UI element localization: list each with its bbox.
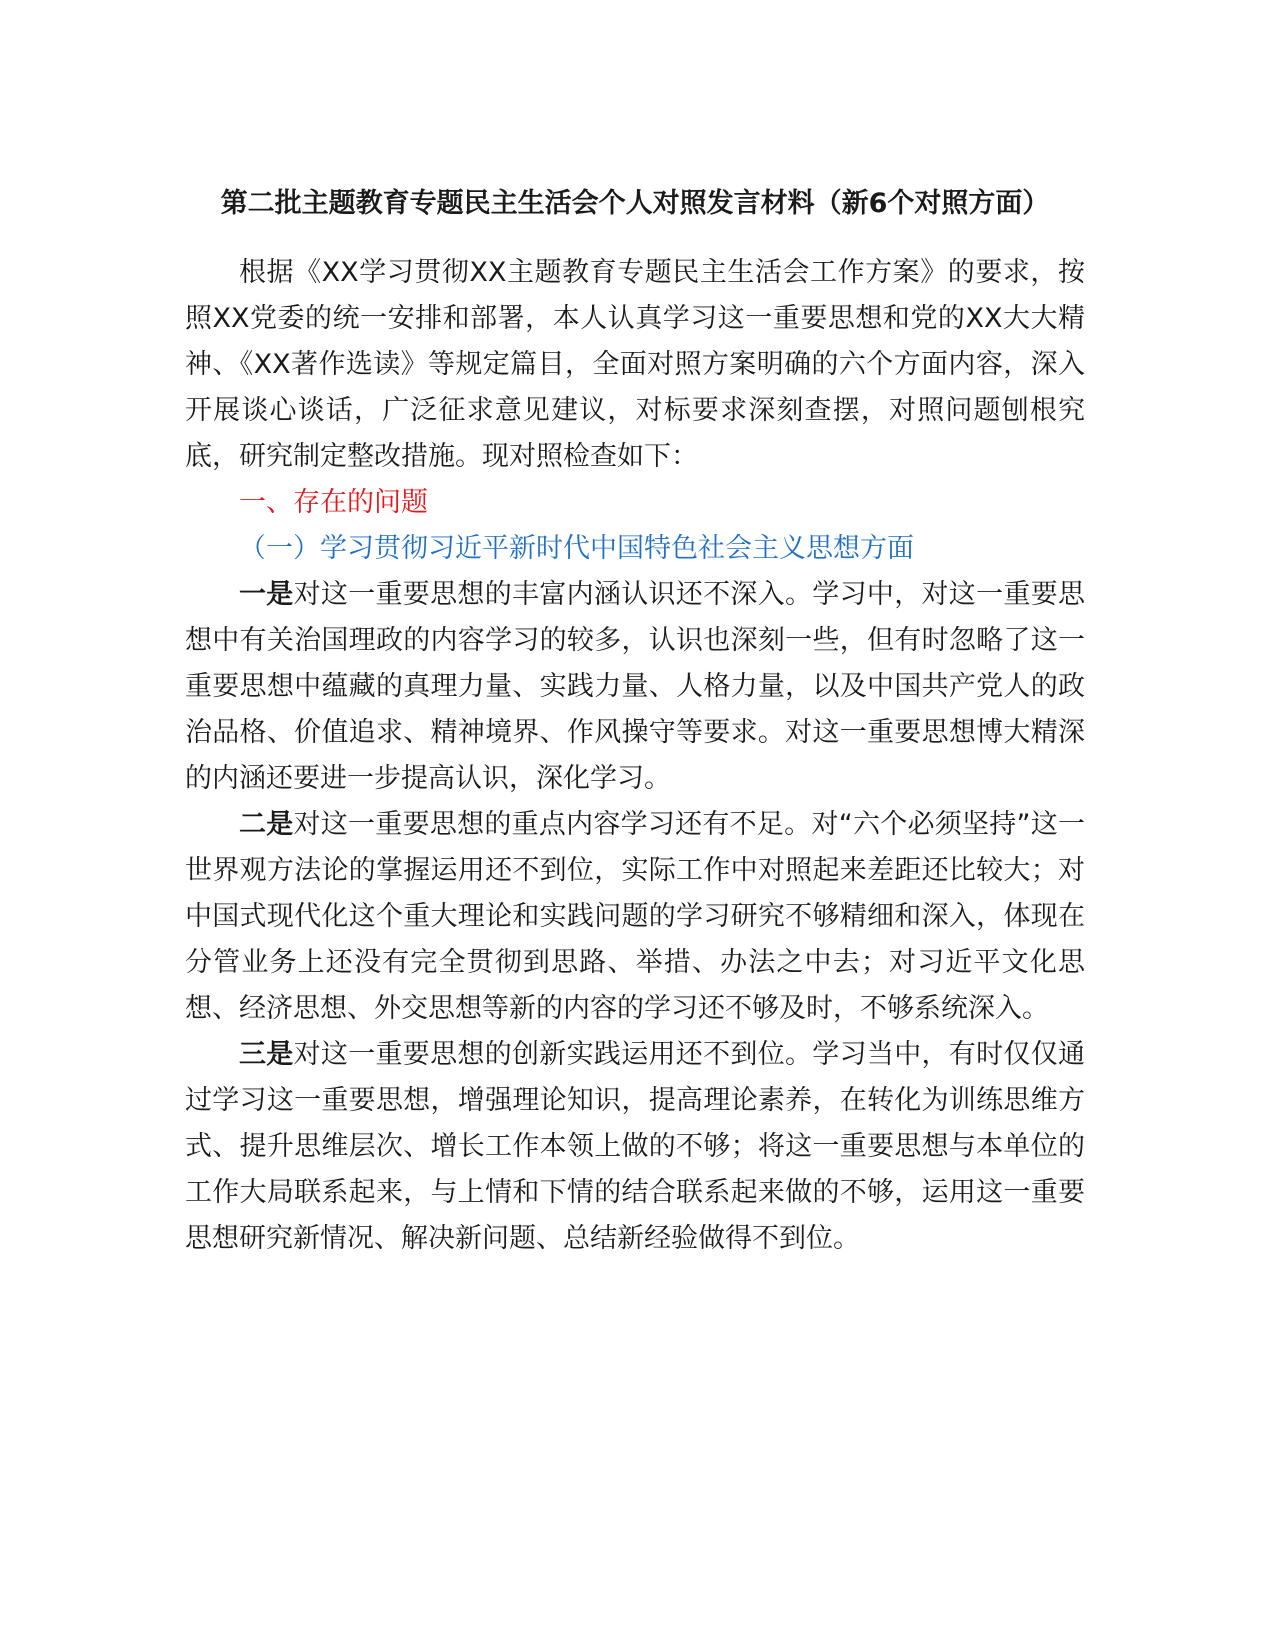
point-text-3: 对这一重要思想的创新实践运用还不到位。学习当中，有时仅仅通过学习这一重要思想，增强理论知识，提高理论素养，在转化为训练思维方式、提升思维层次、增长工作本领上做的不够；将这一重要思想与本单位的工作大局联系起来，与上情和下情的结合联系起来做的不够，运用这一重要思想研究新情况、解决新问题、总结新经验做得不到位。 <box>185 1039 1086 1254</box>
point-text-2: 对这一重要思想的重点内容学习还有不足。对“六个必须坚持”这一世界观方法论的掌握运用还不到位，实际工作中对照起来差距还比较大；对中国式现代化这个重大理论和实践问题的学习研究不够精细和深入，体现在分管业务上还没有完全贯彻到思路、举措、办法之中去；对习近平文化思想、经济思想、外交思想等新的内容的学习还不够及时，不够系统深入。 <box>185 809 1086 1024</box>
subsection-heading-study: （一）学习贯彻习近平新时代中国特色社会主义思想方面 <box>239 533 914 564</box>
section-heading-problems: 一、存在的问题 <box>239 487 428 518</box>
intro-paragraph: 根据《XX学习贯彻XX主题教育专题民主生活会工作方案》的要求，按照XX党委的统一安排和部署，本人认真学习这一重要思想和党的XX大大精神、《XX著作选读》等规定篇目，全面对照方案明确的六个方面内容，深入开展谈心谈话，广泛征求意见建议，对标要求深刻查摆，对照问题刨根究底，研究制定整改措施。现对照检查如下： <box>185 257 1085 472</box>
point-lead-3: 三是 <box>239 1039 294 1070</box>
document-title: 第二批主题教育专题民主生活会个人对照发言材料（新6个对照方面） <box>220 188 1050 219</box>
point-lead-2: 二是 <box>239 809 294 840</box>
point-paragraph-3 <box>185 1032 1085 1262</box>
point-text-1: 对这一重要思想的丰富内涵认识还不深入。学习中，对这一重要思想中有关治国理政的内容学习的较多，认识也深刻一些，但有时忽略了这一重要思想中蕴藏的真理力量、实践力量、人格力量，以及中国共产党人的政治品格、价值追求、精神境界、作风操守等要求。对这一重要思想博大精深的内涵还要进一步提高认识，深化学习。 <box>185 579 1086 794</box>
point-paragraph-1 <box>185 572 1085 802</box>
document-page <box>185 178 1085 1262</box>
point-lead-1: 一是 <box>239 579 294 610</box>
point-paragraph-2 <box>185 802 1085 1032</box>
